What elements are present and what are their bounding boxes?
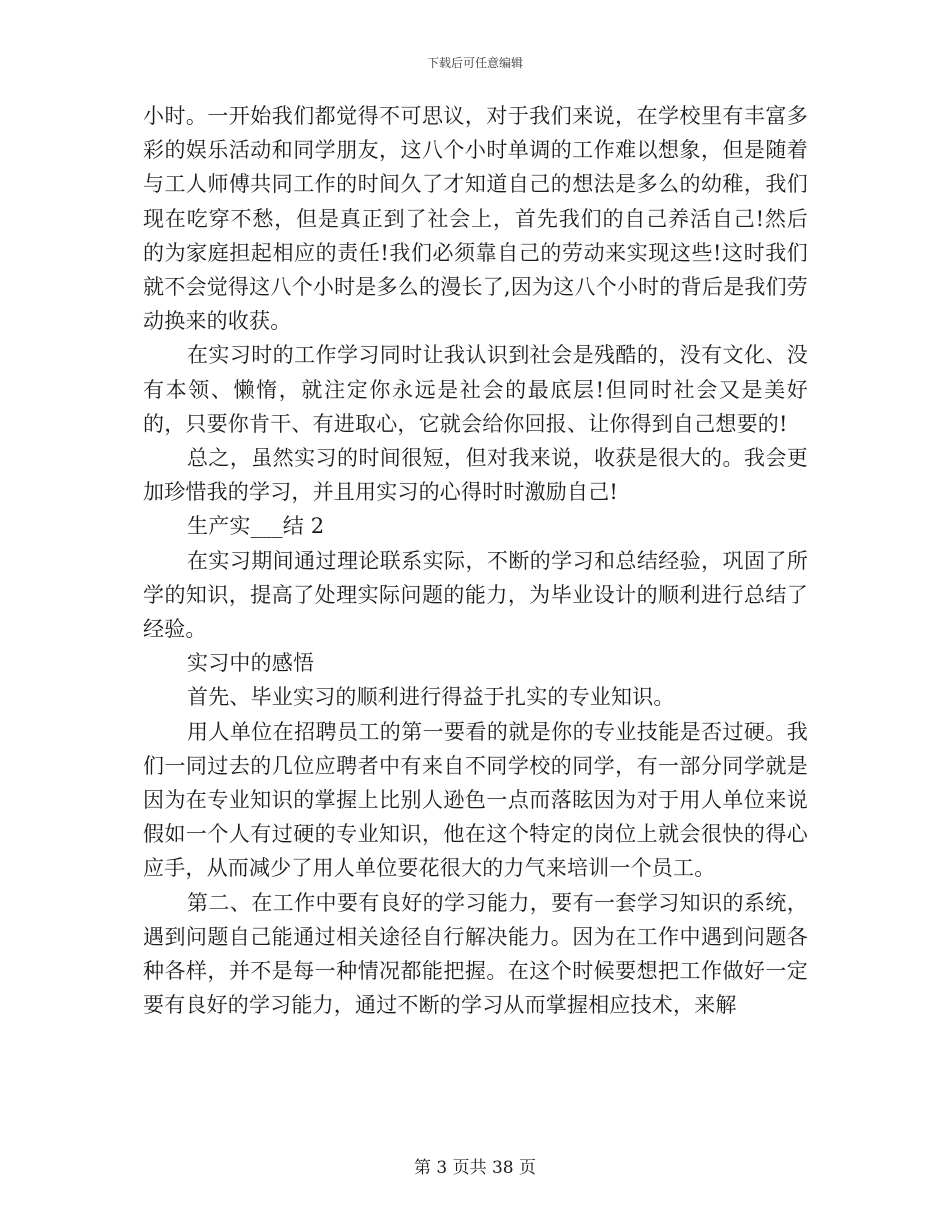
section-heading-insights: 实习中的感悟: [187, 651, 315, 676]
paragraph-7: 首先、毕业实习的顺利进行得益于扎实的专业知识。: [187, 685, 675, 710]
paragraph-2: 在实习时的工作学习同时让我认识到社会是残酷的，没有文化、没有本领、懒惰，就注定你永远是社会的最底层!但同时社会又是美好的，只要你肯干、有进取心，它就会给你回报、让你得到自己想要的!: [143, 343, 808, 436]
paragraph-3: 总之，虽然实习的时间很短，但对我来说，收获是很大的。我会更加珍惜我的学习，并且用实习的心得时时激励自己!: [143, 446, 808, 505]
paragraph-5: 在实习期间通过理论联系实际，不断的学习和总结经验，巩固了所学的知识，提高了处理实际问题的能力，为毕业设计的顺利进行总结了经验。: [143, 548, 808, 642]
document-body: [143, 99, 808, 1022]
paragraph-9: 第二、在工作中要有良好的学习能力，要有一套学习知识的系统，遇到问题自己能通过相关途径自行解决能力。因为在工作中遇到问题各种各样，并不是每一种情况都能把握。在这个时候要想把工作做好一定要有良好的学习能力，通过不断的学习从而掌握相应技术，来解: [143, 890, 808, 1018]
page-footer: 第 3 页共 38 页: [413, 1158, 537, 1178]
section-heading-summary-2: 生产实___结 2: [187, 514, 325, 539]
paragraph-1: 小时。一开始我们都觉得不可思议，对于我们来说，在学校里有丰富多彩的娱乐活动和同学朋友，这八个小时单调的工作难以想象，但是随着与工人师傅共同工作的时间久了才知道自己的想法是多么的幼稚，我们现在吃穿不愁，但是真正到了社会上，首先我们的自己养活自己!然后的为家庭担起相应的责任!我们必须靠自己的劳动来实现这些!这时我们就不会觉得这八个小时是多么的漫长了,因为这八个小时的背后是我们劳动换来的收获。: [143, 104, 808, 334]
paragraph-8: 用人单位在招聘员工的第一要看的就是你的专业技能是否过硬。我们一同过去的几位应聘者中有来自不同学校的同学，有一部分同学就是因为在专业知识的掌握上比别人逊色一点而落眩因为对于用人单位来说假如一个人有过硬的专业知识，他在这个特定的岗位上就会很快的得心应手，从而减少了用人单位要花很大的力气来培训一个员工。: [143, 719, 808, 881]
page-header: 下载后可任意编辑: [426, 56, 523, 70]
